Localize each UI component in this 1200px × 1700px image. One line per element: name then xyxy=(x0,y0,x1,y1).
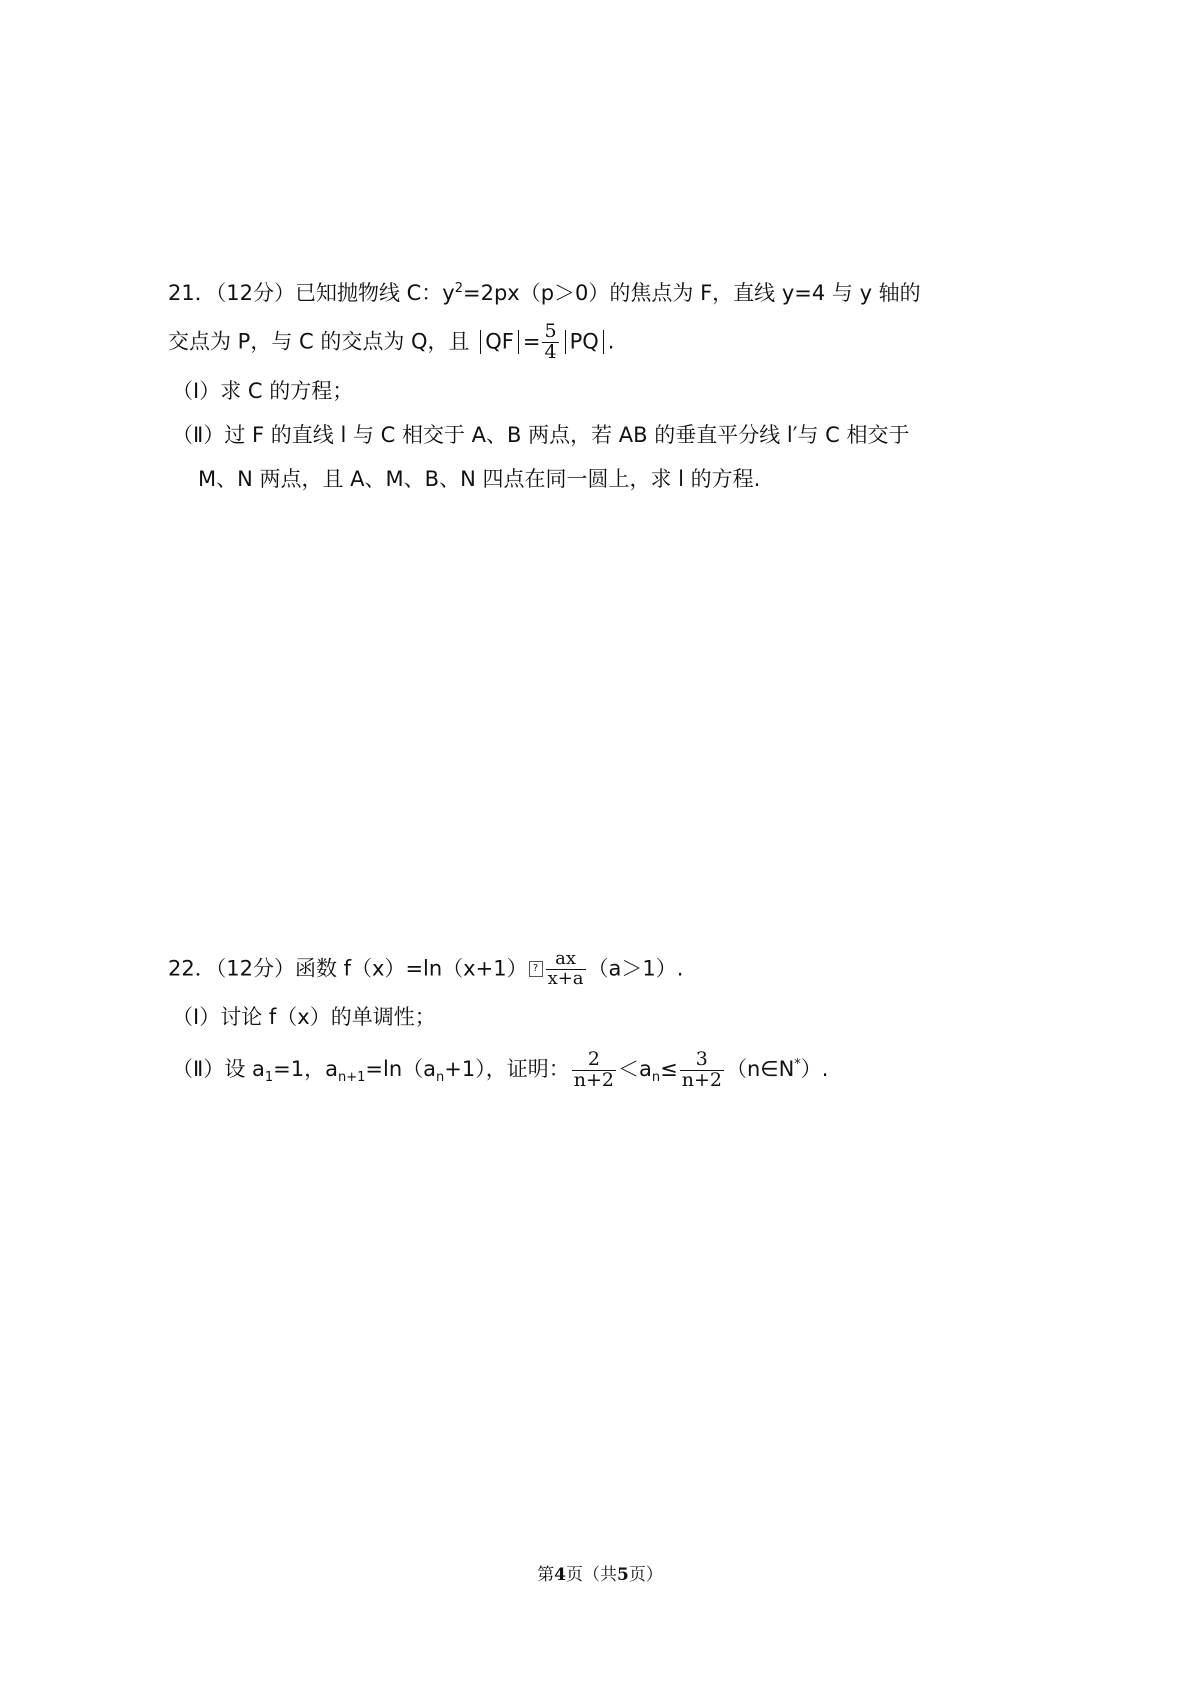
page-footer xyxy=(0,1560,1200,1585)
footer-mid: 页（共 xyxy=(566,1565,617,1585)
q22-part2-d: +1），证明： xyxy=(444,1057,570,1081)
abs-bar-left xyxy=(480,330,481,354)
q21-part1: （Ⅰ）求 C 的方程； xyxy=(172,379,354,403)
q22-line1-text-b: （a＞1）. xyxy=(587,956,684,981)
q22-part2-b: =1，a xyxy=(273,1057,338,1081)
abs-bar-right xyxy=(603,330,604,354)
q22-part2-lt: ＜a xyxy=(617,1057,652,1081)
q22-fraction-1 xyxy=(572,1047,616,1091)
q22-part2-e: （n∈N xyxy=(725,1057,795,1081)
abs-bar-right xyxy=(518,330,519,354)
q21-fraction-denominator: 4 xyxy=(544,340,557,363)
q21-line1-text-b: =2px（p＞0）的焦点为 F，直线 y=4 与 y 轴的 xyxy=(463,281,921,305)
q21-part2-line2: M、N 两点，且 A、M、B、N 四点在同一圆上，求 l 的方程. xyxy=(198,467,761,491)
q21-pq: PQ xyxy=(569,329,599,354)
footer-page-number: 4 xyxy=(554,1565,566,1585)
q21-line1 xyxy=(168,272,921,310)
q22-fraction xyxy=(546,950,586,989)
q22-part1: （Ⅰ）讨论 f（x）的单调性； xyxy=(172,1005,436,1029)
q22-line1 xyxy=(168,950,683,989)
q22-fraction-1-numerator: 2 xyxy=(587,1047,600,1070)
q21-line1-sup: 2 xyxy=(454,281,463,296)
q22-part2 xyxy=(172,1048,828,1095)
q22-part2-f: ）. xyxy=(800,1057,829,1081)
q22-part2-sup: * xyxy=(794,1057,801,1072)
q22-fraction-2-denominator: n+2 xyxy=(681,1068,722,1091)
q22-part2-c: =ln（a xyxy=(365,1057,437,1081)
q21-line1-text-a: 21．（12分）已知抛物线 C：y xyxy=(168,281,455,305)
q21-line2 xyxy=(168,322,614,363)
q22-fraction-2 xyxy=(680,1047,724,1091)
q21-part2-line1: （Ⅱ）过 F 的直线 l 与 C 相交于 A、B 两点，若 AB 的垂直平分线 l′与 C 相交于 xyxy=(172,423,910,447)
q22-part2-sub4: n xyxy=(651,1070,661,1086)
q22-fraction-numerator: ax xyxy=(555,948,576,969)
q22-part2-sub2: n+1 xyxy=(338,1070,366,1086)
q21-fraction-numerator: 5 xyxy=(544,320,557,342)
q21-qf: QF xyxy=(485,329,514,354)
abs-bar-left xyxy=(565,330,566,354)
unknown-symbol-icon: ? xyxy=(529,961,543,977)
q22-part2-le: ≤ xyxy=(660,1057,678,1081)
q22-part2-sub3: n xyxy=(436,1070,445,1086)
footer-prefix: 第 xyxy=(537,1565,555,1585)
q21-fraction xyxy=(542,322,558,363)
q21-line2-end: . xyxy=(607,329,615,354)
q22-fraction-2-numerator: 3 xyxy=(695,1047,708,1070)
q22-line1-text-a: 22．（12分）函数 f（x）=ln（x+1） xyxy=(168,956,528,981)
footer-total-pages: 5 xyxy=(617,1565,629,1585)
q21-eq: = xyxy=(522,329,541,354)
q22-part2-sub1: 1 xyxy=(264,1070,274,1086)
q21-line2-text-a: 交点为 P，与 C 的交点为 Q，且 xyxy=(168,329,470,354)
footer-suffix: 页） xyxy=(628,1565,663,1585)
q22-part2-a: （Ⅱ）设 a xyxy=(172,1057,265,1081)
q22-fraction-denominator: x+a xyxy=(547,967,584,989)
q22-fraction-1-denominator: n+2 xyxy=(573,1068,614,1091)
